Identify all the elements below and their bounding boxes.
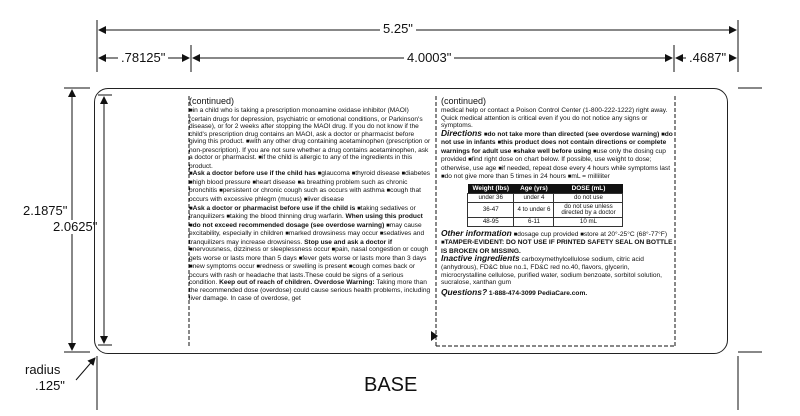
ask-item: cough that occurs with excessive phlegm (mucus) bbox=[189, 187, 421, 204]
table-cell: 48-95 bbox=[468, 218, 514, 227]
table-header: Age (yrs) bbox=[514, 184, 554, 194]
right-panel-heading: (continued) bbox=[441, 96, 487, 106]
stop-item: new symptoms occur bbox=[192, 263, 255, 271]
table-header: Weight (lbs) bbox=[468, 184, 514, 194]
table-cell: under 4 bbox=[514, 194, 554, 203]
questions-heading: Questions? bbox=[441, 286, 488, 297]
when-using-heading: When using this product bbox=[345, 213, 423, 221]
acetaminophen-warning: with any other drug containing acetaminophen (prescription or non-prescription). If you are not sure whether a drug contains acetaminophen, ask a doctor or pharmacist. bbox=[189, 138, 431, 162]
direction-item: this product does not contain directions or complete warnings for adult use bbox=[441, 139, 667, 155]
radius-value: .125" bbox=[32, 379, 68, 393]
inactive-heading: Inactive ingredients bbox=[441, 253, 520, 264]
overdose-heading: Overdose Warning: bbox=[313, 279, 375, 287]
table-cell: 10 mL bbox=[554, 218, 623, 227]
continue-arrow-icon bbox=[431, 331, 438, 341]
ask-item: liver disease bbox=[307, 196, 344, 204]
ask-pharmacist-heading: Ask a doctor or pharmacist before use if the child is bbox=[192, 204, 356, 212]
table-row bbox=[468, 203, 623, 218]
pharm-item: taking sedatives or tranquilizers bbox=[189, 204, 416, 221]
ask-doctor-section: ■Ask a doctor before use if the child has ■glaucoma ■thyroid disease ■diabetes ■high blood pressure ■heart disease ■a breathing problem such as chronic bronchitis ■persistent or chronic cough such as occurs with asthma ■cough that occurs with excessive phlegm (mucus) ■liver disease bbox=[189, 170, 431, 204]
other-item: store at 20°-25°C (68°-77°F) bbox=[583, 230, 668, 238]
table-cell: do not use bbox=[554, 194, 623, 203]
questions-section bbox=[441, 286, 673, 298]
dosing-table bbox=[467, 184, 623, 227]
ask-item: high blood pressure bbox=[192, 178, 251, 186]
right-margin-label: .4687" bbox=[686, 51, 729, 65]
direction-item: mL = milliliter bbox=[571, 173, 610, 181]
other-item: dosage cup provided bbox=[517, 230, 579, 238]
when-item: marked drowsiness may occur bbox=[288, 230, 378, 238]
base-label: BASE bbox=[364, 374, 418, 396]
stop-item: fever gets worse or lasts more than 3 days bbox=[302, 254, 427, 262]
direction-item: do not take more than directed (see overdose warning) bbox=[487, 130, 660, 138]
table-cell: do not use unless directed by a doctor bbox=[554, 203, 623, 218]
ask-item: persistent or chronic cough such as occurs with asthma bbox=[222, 187, 385, 195]
direction-item: if needed, repeat dose every 4 hours while symptoms last bbox=[501, 164, 671, 172]
directions-heading: Directions bbox=[441, 127, 482, 138]
pharm-item: taking the blood thinning drug warfarin. bbox=[230, 213, 344, 221]
table-cell: 36-47 bbox=[468, 203, 514, 218]
ask-item: heart disease bbox=[256, 178, 296, 186]
keep-out-warning: Keep out of reach of children. bbox=[219, 279, 313, 287]
table-row bbox=[468, 194, 623, 203]
table-header: DOSE (mL) bbox=[554, 184, 623, 194]
total-height-label: 2.1875" bbox=[20, 204, 70, 218]
stop-item: nervousness, dizziness or sleeplessness occur bbox=[192, 246, 330, 254]
ask-item: glaucoma bbox=[321, 170, 350, 178]
left-margin-label: .78125" bbox=[118, 51, 168, 65]
inactive-section bbox=[441, 255, 673, 286]
poison-control-text: medical help or contact a Poison Control Center (1-800-222-1222) right away. Quick medical attention is critical even if you do not notice any signs or symptoms. bbox=[441, 107, 668, 130]
when-item: do not exceed recommended dosage (see overdose warning) bbox=[192, 221, 385, 229]
other-info-section: Other information ■dosage cup provided ■store at 20°-25°C (68°-77°F) ■TAMPER-EVIDENT: DO NOT USE IF PRINTED SAFETY SEAL ON BOTTLE IS BROKEN OR MISSING. bbox=[441, 227, 673, 255]
questions-contact: 1-888-474-3099 PediaCare.com. bbox=[488, 289, 588, 297]
left-panel bbox=[189, 96, 431, 348]
warnings-text: ■in a child who is taking a prescription monoamine oxidase inhibitor (MAOI) (certain drugs for depression, psychiatric or emotional conditions, or Parkinson's disease), or for 2 weeks after stopping the MAOI drug. If you do not know if the child's prescription drug contains an MAOI, ask a doctor or pharmacist before giving this product. ■with any other drug containing acetaminophen (prescription or non-prescription). If you are not sure whether a drug contains acetaminophen, ask a doctor or pharmacist. ■if the child is allergic to any of the ingredients in this product. bbox=[189, 107, 431, 170]
ask-item: thyroid disease bbox=[355, 170, 400, 178]
allergy-warning: if the child is allergic to any of the ingredients in this product. bbox=[189, 154, 413, 170]
directions-section: Directions ■do not take more than directed (see overdose warning) ■do not use in infants ■this product does not contain directions or complete warnings for adult use ■shake well before using ■use only the dosing cup provided ■find right dose on chart below. If possible, use weight to dose; otherwise, use age ■if needed, repeat dose every 4 hours while symptoms last ■do not give more than 5 times in 24 hours ■mL = milliliter bbox=[441, 127, 673, 181]
table-cell: under 36 bbox=[468, 194, 514, 203]
tamper-warning: TAMPER-EVIDENT: DO NOT USE IF PRINTED SAFETY SEAL ON BOTTLE IS BROKEN OR MISSING. bbox=[441, 239, 673, 255]
table-cell: 4 to under 6 bbox=[514, 203, 554, 218]
inner-height-label: 2.0625" bbox=[50, 220, 100, 234]
ask-pharmacist-section: ■Ask a doctor or pharmacist before use if the child is ■taking sedatives or tranquilizers ■taking the blood thinning drug warfarin. When using this product ■do not exceed recommended dosage (see overdose warning) ■may cause excitability, especially in children ■marked drowsiness may occur ■sedatives and tranquilizers may increase drowsiness. Stop use and ask a doctor if ■nervousness, dizziness or sleeplessness occur ■pain, nasal congestion or cough gets worse or lasts more than 5 days ■fever gets worse or lasts more than 3 days ■new symptoms occur ■redness or swelling is present ■cough comes back or occurs with rash or headache that lasts.These could be signs of a serious condition. Keep out of reach of children. Overdose Warning: Taking more than the recommended dose (overdose) could cause serious health problems, including liver damage. In case of overdose, get bbox=[189, 204, 431, 302]
table-header-row bbox=[468, 184, 623, 194]
stop-item: redness or swelling is present bbox=[260, 263, 347, 271]
total-width-label: 5.25" bbox=[380, 22, 416, 36]
when-item: may cause excitability, especially in children bbox=[189, 221, 422, 238]
other-info-heading: Other information bbox=[441, 227, 512, 238]
ask-item: a breathing problem such as chronic bronchitis bbox=[189, 178, 408, 195]
radius-label: radius bbox=[22, 363, 63, 377]
maoi-warning: in a child who is taking a prescription monoamine oxidase inhibitor (MAOI) (certain drugs for depression, psychiatric or emotional conditions, or Parkinson's disease), or for 2 weeks after stopping the MAOI drug. If you do not know if the child's prescription drug contains an MAOI, ask a doctor or pharmacist before giving this product. bbox=[189, 107, 423, 146]
overdose-text: Taking more than the recommended dose (overdose) could cause serious health problems, including liver damage. In case of overdose, get bbox=[189, 279, 431, 302]
ask-item: diabetes bbox=[405, 170, 431, 178]
right-panel bbox=[441, 96, 673, 346]
table-cell: 6-11 bbox=[514, 218, 554, 227]
direction-item: do not use in infants bbox=[441, 130, 673, 147]
table-row bbox=[468, 218, 623, 227]
center-width-label: 4.0003" bbox=[404, 51, 454, 65]
ask-doctor-heading: Ask a doctor before use if the child has bbox=[192, 170, 316, 178]
direction-item: shake well before using bbox=[516, 147, 592, 155]
direction-item: find right dose on chart below. If possible, use weight to dose; otherwise, use age bbox=[441, 156, 652, 172]
direction-item: do not give more than 5 times in 24 hours bbox=[444, 173, 566, 181]
left-panel-heading: (continued) bbox=[189, 96, 235, 106]
direction-item: use only the dosing cup provided bbox=[441, 147, 666, 164]
stop-item: cough comes back or occurs with rash or headache that lasts.These could be signs of a serious condition. bbox=[189, 263, 416, 287]
stop-use-heading: Stop use and ask a doctor if bbox=[304, 238, 393, 246]
stop-item: pain, nasal congestion or cough gets worse or lasts more than 5 days bbox=[189, 246, 429, 262]
when-item: sedatives and tranquilizers may increase drowsiness. bbox=[189, 230, 425, 246]
inactive-text: carboxymethylcellulose sodium, citric acid (anhydrous), FD&C blue no.1, FD&C red no.40, flavors, glycerin, microcrystalline cellulose, purified water, sodium benzoate, sorbitol solution, sucralose, xanthan gum bbox=[441, 256, 662, 287]
